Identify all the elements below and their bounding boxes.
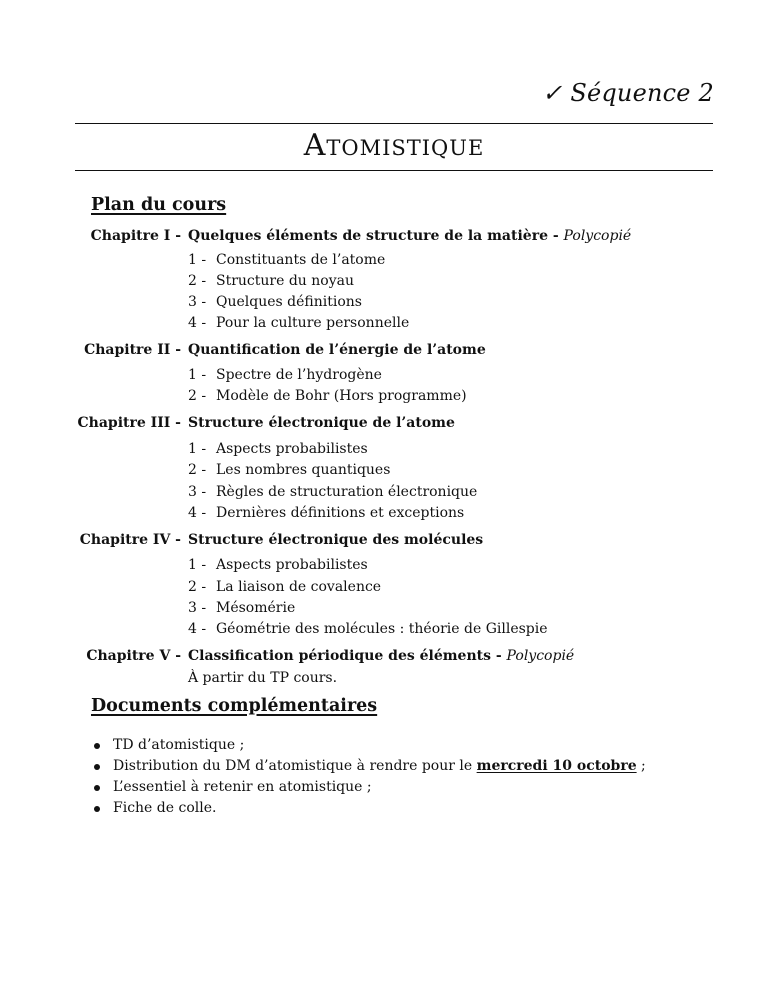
section-item: [188, 294, 362, 310]
section-item: [188, 505, 464, 521]
polycopie-tag: Polycopié: [506, 648, 575, 664]
chapter-title: [188, 228, 631, 244]
document-text: TD d’atomistique ;: [113, 737, 245, 753]
document-text-end: ;: [636, 758, 646, 774]
chapter-separator: -: [490, 648, 507, 664]
chapter-label: Chapitre II -: [84, 342, 181, 358]
section-item: [188, 462, 390, 478]
document-text: Fiche de colle.: [113, 800, 217, 816]
section-text: Modèle de Bohr (Hors programme): [216, 388, 467, 404]
section-number: 2 -: [188, 462, 207, 478]
section-number: 1 -: [188, 557, 207, 573]
section-text: Constituants de l’atome: [216, 252, 386, 268]
bottom-rule: [75, 170, 713, 171]
checkmark-icon: ✓: [542, 79, 563, 107]
sequence-header: [542, 79, 714, 107]
section-number: 2 -: [188, 579, 207, 595]
chapter-5: [0, 648, 768, 668]
bullet-icon: [94, 743, 100, 749]
bullet-icon: [94, 764, 100, 770]
section-item: [188, 579, 381, 595]
chapter-title: Structure électronique des molécules: [188, 532, 484, 548]
documents-heading: Documents complémentaires: [91, 696, 378, 716]
document-text: Distribution du DM d’atomistique à rendre pour le: [113, 758, 477, 774]
list-item: [91, 758, 646, 779]
section-item: [188, 557, 368, 573]
chapter-title-text: Classification périodique des éléments: [188, 648, 491, 664]
chapter-title: Quantification de l’énergie de l’atome: [188, 342, 486, 358]
section-item: [188, 273, 354, 289]
chapter-label: Chapitre IV -: [79, 532, 181, 548]
chapter-title: Structure électronique de l’atome: [188, 415, 455, 431]
section-text: Géométrie des molécules : théorie de Gillespie: [216, 621, 548, 637]
section-number: 1 -: [188, 252, 207, 268]
section-item: [188, 367, 382, 383]
section-text: Pour la culture personnelle: [216, 315, 410, 331]
section-number: 1 -: [188, 367, 207, 383]
list-item: [91, 737, 646, 758]
sequence-label: Séquence 2: [570, 79, 714, 107]
chapter-title-text: Quelques éléments de structure de la matière: [188, 228, 548, 244]
chapter-title: [188, 648, 574, 664]
chapter-separator: -: [547, 228, 564, 244]
chapter-note: À partir du TP cours.: [188, 670, 338, 686]
top-rule: [75, 123, 713, 124]
plan-heading: Plan du cours: [91, 195, 227, 215]
chapter-1: [0, 228, 768, 248]
chapter-2: [0, 342, 768, 362]
section-number: 3 -: [188, 484, 207, 500]
section-text: Règles de structuration électronique: [216, 484, 478, 500]
section-item: [188, 621, 548, 637]
page-title: Atomistique: [303, 128, 485, 163]
section-text: Les nombres quantiques: [216, 462, 391, 478]
section-text: Aspects probabilistes: [216, 557, 368, 573]
section-item: [188, 315, 409, 331]
section-text: Mésomérie: [216, 600, 296, 616]
section-item: [188, 388, 467, 404]
section-number: 3 -: [188, 600, 207, 616]
section-text: Quelques définitions: [216, 294, 362, 310]
section-number: 3 -: [188, 294, 207, 310]
section-text: Spectre de l’hydrogène: [216, 367, 382, 383]
bullet-icon: [94, 806, 100, 812]
section-item: [188, 484, 477, 500]
due-date: mercredi 10 octobre: [476, 758, 637, 774]
section-item: [188, 600, 295, 616]
section-number: 4 -: [188, 315, 207, 331]
bullet-icon: [94, 785, 100, 791]
list-item: [91, 800, 646, 821]
section-item: [188, 441, 368, 457]
section-number: 2 -: [188, 388, 207, 404]
chapter-label: Chapitre V -: [86, 648, 181, 664]
polycopie-tag: Polycopié: [563, 228, 632, 244]
section-item: [188, 252, 385, 268]
chapter-3: [0, 415, 768, 435]
section-number: 1 -: [188, 441, 207, 457]
list-item: [91, 779, 646, 800]
section-number: 2 -: [188, 273, 207, 289]
section-text: Structure du noyau: [216, 273, 354, 289]
section-text: La liaison de covalence: [216, 579, 382, 595]
documents-list: [91, 737, 646, 821]
chapter-4: [0, 532, 768, 552]
section-number: 4 -: [188, 505, 207, 521]
chapter-label: Chapitre III -: [77, 415, 181, 431]
document-text: L’essentiel à retenir en atomistique ;: [113, 779, 372, 795]
chapter-label: Chapitre I -: [90, 228, 181, 244]
section-text: Aspects probabilistes: [216, 441, 368, 457]
section-number: 4 -: [188, 621, 207, 637]
section-text: Dernières définitions et exceptions: [216, 505, 465, 521]
